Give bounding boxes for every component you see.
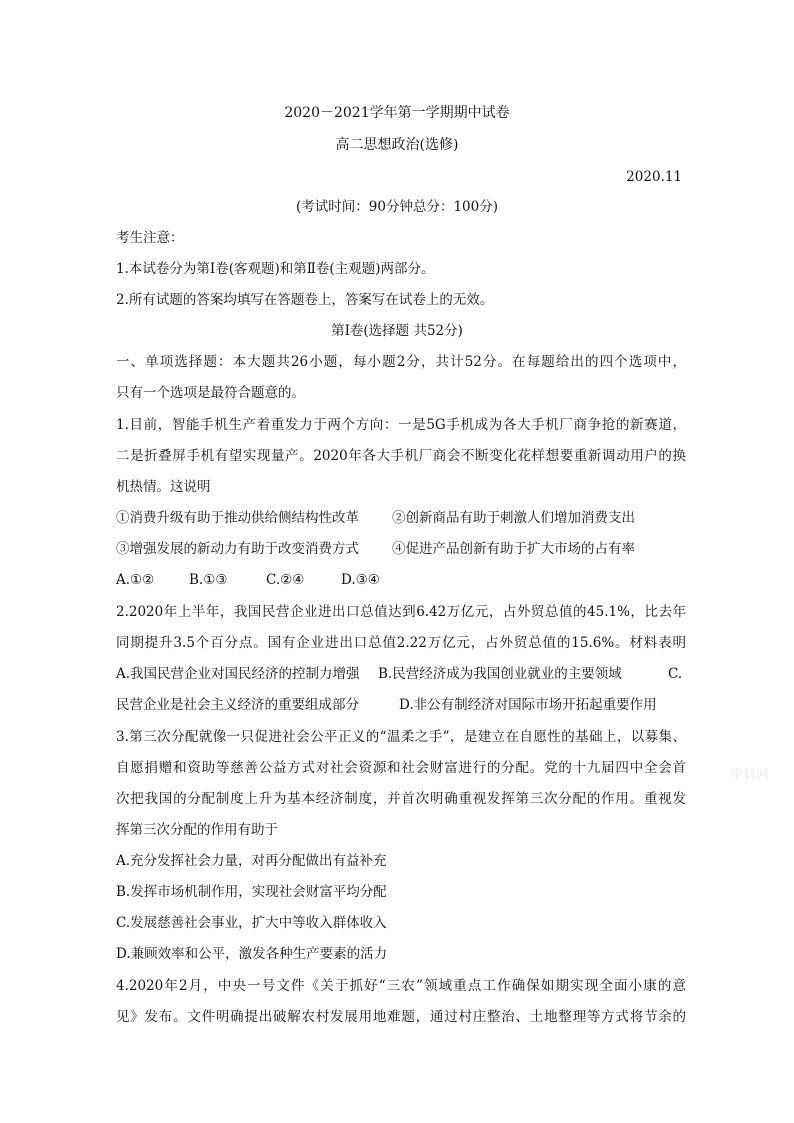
q3-option-d: D.兼顾效率和公平，激发各种生产要素的活力 [116, 946, 388, 962]
q1-statements-row [116, 508, 686, 528]
exam-title: 2020－2021学年第一学期期中试卷 [284, 105, 510, 121]
q3-stem: 次把我国的分配制度上升为基本经济制度，并首次明确重视发挥第三次分配的作用。重视发 [116, 791, 686, 807]
q1-option-b: B.①③ [189, 572, 228, 588]
q2-option-a: A.我国民营企业对国民经济的控制力增强 [116, 666, 360, 682]
exam-date: 2020.11 [626, 169, 682, 185]
subject-title: 高二思想政治(选修) [335, 137, 459, 153]
q1-statement: ③增强发展的新动力有助于改变消费方式 [116, 541, 359, 557]
q1-options [116, 570, 686, 590]
q1-stem: 1.目前，智能手机生产着重发力于两个方向：一是5G手机成为各大手机厂商争抢的新赛道， [116, 417, 686, 433]
q1-option-d: D.③④ [341, 572, 380, 588]
q2-option-c: 民营企业是社会主义经济的重要组成部分 [116, 697, 359, 713]
q2-stem: 2.2020年上半年，我国民营企业进出口总值达到6.42万亿元，占外贸总值的45.1%，比去年 [116, 604, 686, 620]
q3-option-c: C.发展慈善社会事业，扩大中等收入群体收入 [116, 915, 387, 931]
watermark: 学科网 [730, 768, 770, 783]
q1-statements-row [116, 539, 686, 559]
q3-option-a: A.充分发挥社会力量，对再分配做出有益补充 [116, 853, 387, 869]
notice-item: 1.本试卷分为第Ⅰ卷(客观题)和第Ⅱ卷(主观题)两部分。 [116, 261, 435, 277]
q2-options-row [116, 695, 686, 715]
section-title: 第Ⅰ卷(选择题 共52分) [331, 323, 463, 339]
q3-stem: 自愿捐赠和资助等慈善公益方式对社会资源和社会财富进行的分配。党的十九届四中全会首 [116, 760, 686, 776]
section-intro: 一、单项选择题：本大题共26小题，每小题2分，共计52分。在每题给出的四个选项中， [116, 354, 686, 370]
exam-info: (考试时间：90分钟总分：100分) [296, 199, 498, 215]
q1-option-a: A.①② [116, 572, 155, 588]
q3-stem: 3.第三次分配就像一只促进社会公平正义的“温柔之手”，是建立在自愿性的基础上，以募集、 [116, 729, 686, 745]
q2-option-d: D.非公有制经济对国际市场开拓起重要作用 [399, 697, 657, 713]
q4-stem: 4.2020年2月，中央一号文件《关于抓好“三农”领域重点工作确保如期实现全面小康的意 [116, 978, 686, 994]
notice-heading: 考生注意： [116, 230, 184, 246]
q1-statement: ②创新商品有助于刺激人们增加消费支出 [392, 510, 635, 526]
q2-option-c-prefix: C. [668, 666, 683, 682]
q2-options-row [116, 664, 686, 684]
q2-option-b: B.民营经济成为我国创业就业的主要领域 [378, 666, 622, 682]
q3-stem: 挥第三次分配的作用有助于 [116, 822, 278, 838]
q3-option-b: B.发挥市场机制作用，实现社会财富平均分配 [116, 884, 387, 900]
q1-stem: 机热情。这说明 [116, 479, 211, 495]
section-intro: 只有一个选项是最符合题意的。 [116, 385, 305, 401]
q1-stem: 二是折叠屏手机有望实现量产。2020年各大手机厂商会不断变化花样想要重新调动用户的换 [116, 448, 686, 464]
q2-stem: 同期提升3.5个百分点。国有企业进出口总值2.22万亿元，占外贸总值的15.6%。材料表明 [116, 635, 686, 651]
q4-stem: 见》发布。文件明确提出破解农村发展用地难题，通过村庄整治、土地整理等方式将节余的 [116, 1009, 686, 1025]
q1-statement: ①消费升级有助于推动供给侧结构性改革 [116, 510, 359, 526]
notice-item: 2.所有试题的答案均填写在答题卷上，答案写在试卷上的无效。 [116, 292, 494, 308]
q1-option-c: C.②④ [266, 572, 305, 588]
q1-statement: ④促进产品创新有助于扩大市场的占有率 [392, 541, 635, 557]
